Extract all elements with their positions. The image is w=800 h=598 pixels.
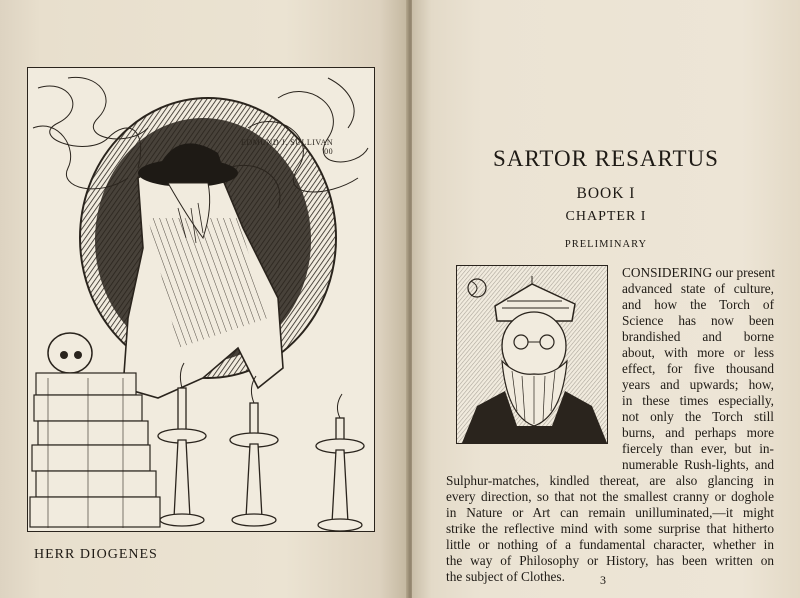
chapter-heading: CHAPTER I <box>565 209 647 224</box>
text-line: the way of Philosophy or History, has been written on <box>446 553 774 568</box>
text-line: the subject of Clothes. <box>446 569 565 584</box>
portrait-illustration <box>456 265 608 444</box>
text-line: burns, and perhaps more <box>622 425 774 440</box>
text-line: Sulphur-matches, kindled thereat, are also glancing in <box>446 473 774 488</box>
text-line: numerable Rush-lights, and <box>622 457 774 472</box>
artist-signature <box>241 138 341 156</box>
artist-signature-name: EDMUND J. SULLIVAN <box>241 138 334 147</box>
text-line: years and upwards; how, <box>622 377 774 392</box>
text-line: fiercely than ever, but in- <box>622 441 774 456</box>
text-line: brandished and borne <box>622 329 774 344</box>
artist-signature-year: '00 <box>322 147 334 156</box>
text-line: little or nothing of a fundamental character, whether in <box>446 537 774 552</box>
portrait-drawing <box>457 266 607 443</box>
text-line: not only the Torch still <box>622 409 774 424</box>
text-line: Science has now been <box>622 313 774 328</box>
text-line: in these times especially, <box>622 393 774 408</box>
text-line: in Nature or Art can remain unilluminated,—it might <box>446 505 774 520</box>
text-line: CONSIDERING our present <box>622 265 775 280</box>
frontispiece-illustration <box>27 67 375 532</box>
text-line: about, with more or less <box>622 345 774 360</box>
text-line: and how the Torch of <box>622 297 774 312</box>
text-line: every direction, so that not the smallest cranny or doghole <box>446 489 774 504</box>
page-number: 3 <box>600 573 606 587</box>
text-line: effect, for five thousand <box>622 361 774 376</box>
text-line: strike the reflective mind with some surprise that hitherto <box>446 521 774 536</box>
book-title: SARTOR RESARTUS <box>493 146 719 171</box>
illustration-caption: HERR DIOGENES <box>34 547 158 562</box>
text-line: advanced state of culture, <box>622 281 774 296</box>
book-number: BOOK I <box>576 185 636 202</box>
section-heading: PRELIMINARY <box>564 239 648 250</box>
